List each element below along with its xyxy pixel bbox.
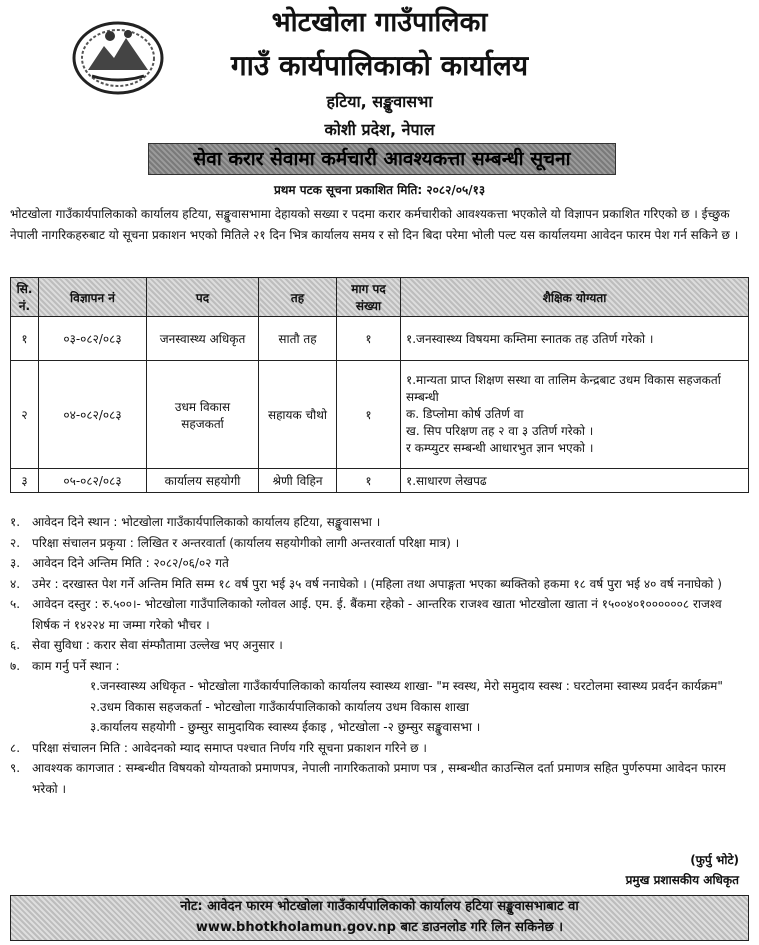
work-place-item: ३.कार्यालय सहयोगी - छुम्सुर सामुदायिक स्वास्थ्य ईकाइ , भोटखोला -२ छुम्सुर सङ्खुवासभा । bbox=[90, 720, 481, 734]
list-number: ४. bbox=[10, 576, 21, 591]
footer-note bbox=[10, 895, 749, 941]
list-number: ९. bbox=[10, 761, 21, 775]
table-row bbox=[11, 361, 749, 469]
cell-count: १ bbox=[337, 361, 401, 469]
first-publication-date: प्रथम पटक सूचना प्रकाशित मिति: २०८२/०५/१३ bbox=[273, 183, 486, 197]
notice-title-banner: सेवा करार सेवामा कर्मचारी आवश्यकत्ता सम्बन्धी सूचना bbox=[148, 143, 616, 175]
footer-note-line1: नोट: आवेदन फारम भोटखोला गाउँकार्यपालिकाको कार्यालय हटिया सङ्खुवासभाबाट वा bbox=[180, 899, 579, 914]
list-text: सेवा सुविधा : करार सेवा संम्फौतामा उल्लेख भए अनुसार । bbox=[32, 638, 283, 652]
cell-sn: २ bbox=[11, 361, 39, 469]
list-number: ८. bbox=[10, 740, 21, 755]
list-text: आवेदन दिने स्थान : भोटखोला गाउँकार्यपालिकाको कार्यालय हटिया, सङ्खुवासभा । bbox=[32, 515, 381, 529]
cell-level: श्रेणी विहिन bbox=[259, 469, 337, 493]
list-number: २. bbox=[10, 535, 21, 550]
cell-level: सहायक चौथो bbox=[259, 361, 337, 469]
signatory-title: प्रमुख प्रशासकीय अधिकृत bbox=[625, 873, 739, 887]
list-item bbox=[10, 758, 749, 799]
cell-post: उधम विकास सहजकर्ता bbox=[147, 361, 259, 469]
intro-paragraph: भोटखोला गाउँकार्यपालिकाको कार्यालय हटिया, सङ्खुवासभामा देहायको सख्या र पदमा करार कर्मचारीको आवश्यकत्ता भएकोले यो विज्ञापन प्रकाशित गरिएको छ । ईच्छुक नेपाली नागरिकहरुबाट यो सूचना प्रकाशन भएको मितिले २१ दिन भित्र कार्यालय समय र सो दिन बिदा परेमा भोली पल्ट यस कार्यालयमा आवेदन फारम पेश गर्न सकिने छ । bbox=[10, 207, 739, 242]
list-text: आवश्यक कागजात : सम्बन्धीत विषयको योग्यताको प्रमाणपत्र, नेपाली नागरिकताको प्रमाण पत्र , सम्बन्धीत काउन्सिल दर्ता प्रमाणत्र सहित पुर्णरुपमा आवेदन फारम भरेको । bbox=[32, 761, 726, 796]
list-number: ७. bbox=[10, 658, 21, 673]
table-row bbox=[11, 469, 749, 493]
list-number: १. bbox=[10, 515, 21, 529]
work-place-item: १.जनस्वास्थ्य अधिकृत - भोटखोला गाउँकार्यपालिकाको कार्यालय स्वास्थ्य शाखा- "म स्वस्थ, मेरो समुदाय स्वस्थ : घरटोलमा स्वास्थ्य प्रवर्दन कार्यक्रम" bbox=[90, 679, 723, 693]
list-number: ३. bbox=[10, 556, 21, 570]
list-item bbox=[10, 512, 749, 533]
list-item bbox=[10, 533, 749, 554]
list-text: काम गर्नु पर्ने स्थान : bbox=[32, 658, 120, 673]
province-country: कोशी प्रदेश, नेपाल bbox=[324, 120, 435, 139]
cell-count: १ bbox=[337, 317, 401, 361]
list-item bbox=[10, 738, 749, 759]
office-address: हटिया, सङ्खुवासभा bbox=[326, 92, 433, 111]
list-number: ६. bbox=[10, 638, 21, 652]
cell-qualification: १.मान्यता प्राप्त शिक्षण सस्था वा तालिम केन्द्रबाट उधम विकास सहजकर्ता सम्बन्धी क. डिप्लोमा कोर्ष उतिर्ण वा ख. सिप परिक्षण तह २ वा ३ उतिर्ण गरेको । र कम्प्युटर सम्बन्धी आधारभुत ज्ञान भएको । bbox=[401, 361, 749, 469]
list-text: उमेर : दरखास्त पेश गर्ने अन्तिम मिति सम्म १८ वर्ष पुरा भई ३५ वर्ष ननाघेको । (महिला तथा अपाङ्गता भएका ब्यक्तिको हकमा १८ वर्ष पुरा भई ४० वर्ष ननाघेको ) bbox=[32, 576, 722, 591]
letterhead bbox=[0, 0, 759, 170]
col-header-adv-no: विज्ञापन नं bbox=[39, 278, 147, 317]
list-item bbox=[10, 656, 749, 677]
footer-note-line2: www.bhotkholamun.gov.np बाट डाउनलोड गरि लिन सकिनेछ । bbox=[195, 920, 564, 935]
vacancy-table bbox=[10, 277, 749, 493]
list-text: परिक्षा संचालन मिति : आवेदनको म्याद समाप्त पश्चात निर्णय गरि सूचना प्रकाशन गरिने छ । bbox=[32, 740, 427, 755]
list-item bbox=[10, 553, 749, 574]
list-text: परिक्षा संचालन प्रकृया : लिखित र अन्तरवार्ता (कार्यालय सहयोगीको लागी अन्तरवार्ता परिक्षा मात्र) । bbox=[32, 535, 460, 550]
cell-adv-no: ०५-०८२/०८३ bbox=[39, 469, 147, 493]
list-item bbox=[10, 635, 749, 656]
cell-qualification: १.जनस्वास्थ्य विषयमा कम्तिमा स्नातक तह उतिर्ण गरेको । bbox=[401, 317, 749, 361]
col-header-sn: सि. नं. bbox=[11, 278, 39, 317]
table-row bbox=[11, 317, 749, 361]
cell-sn: ३ bbox=[11, 469, 39, 493]
list-text: आवेदन दिने अन्तिम मिति : २०८२/०६/०२ गते bbox=[32, 556, 229, 570]
list-number: ५. bbox=[10, 597, 21, 611]
office-name: गाउँ कार्यपालिकाको कार्यालय bbox=[230, 49, 529, 82]
signature-block bbox=[626, 850, 739, 890]
cell-post: कार्यालय सहयोगी bbox=[147, 469, 259, 493]
cell-sn: १ bbox=[11, 317, 39, 361]
col-header-count: माग पद संख्या bbox=[337, 278, 401, 317]
cell-adv-no: ०४-०८२/०८३ bbox=[39, 361, 147, 469]
list-item bbox=[10, 594, 749, 635]
col-header-qualification: शैक्षिक योग्यता bbox=[401, 278, 749, 317]
cell-post: जनस्वास्थ्य अधिकृत bbox=[147, 317, 259, 361]
cell-level: सातौ तह bbox=[259, 317, 337, 361]
list-item bbox=[10, 574, 749, 595]
cell-qualification: १.साधारण लेखपढ bbox=[401, 469, 749, 493]
municipality-name: भोटखोला गाउँपालिका bbox=[271, 7, 488, 38]
table-header-row bbox=[11, 278, 749, 317]
cell-count: १ bbox=[337, 469, 401, 493]
signatory-name: (फुर्पु भोटे) bbox=[690, 853, 739, 867]
list-text: आवेदन दस्तुर : रु.५००।- भोटखोला गाउँपालिकाको ग्लोवल आई. एम. ई. बैंकमा रहेको - आन्तरिक राजश्व खाता भोटखोला खाता नं १५००४०१००००००८ राजश्व शिर्षक नं १४२२४ मा जम्मा गरेको भौचर । bbox=[32, 597, 722, 632]
col-header-level: तह bbox=[259, 278, 337, 317]
conditions-list bbox=[10, 512, 749, 799]
cell-adv-no: ०३-०८२/०८३ bbox=[39, 317, 147, 361]
col-header-post: पद bbox=[147, 278, 259, 317]
work-place-item: २.उधम विकास सहजकर्ता - भोटखोला गाउँकार्यपालिकाको कार्यालय उधम विकास शाखा bbox=[90, 699, 469, 714]
